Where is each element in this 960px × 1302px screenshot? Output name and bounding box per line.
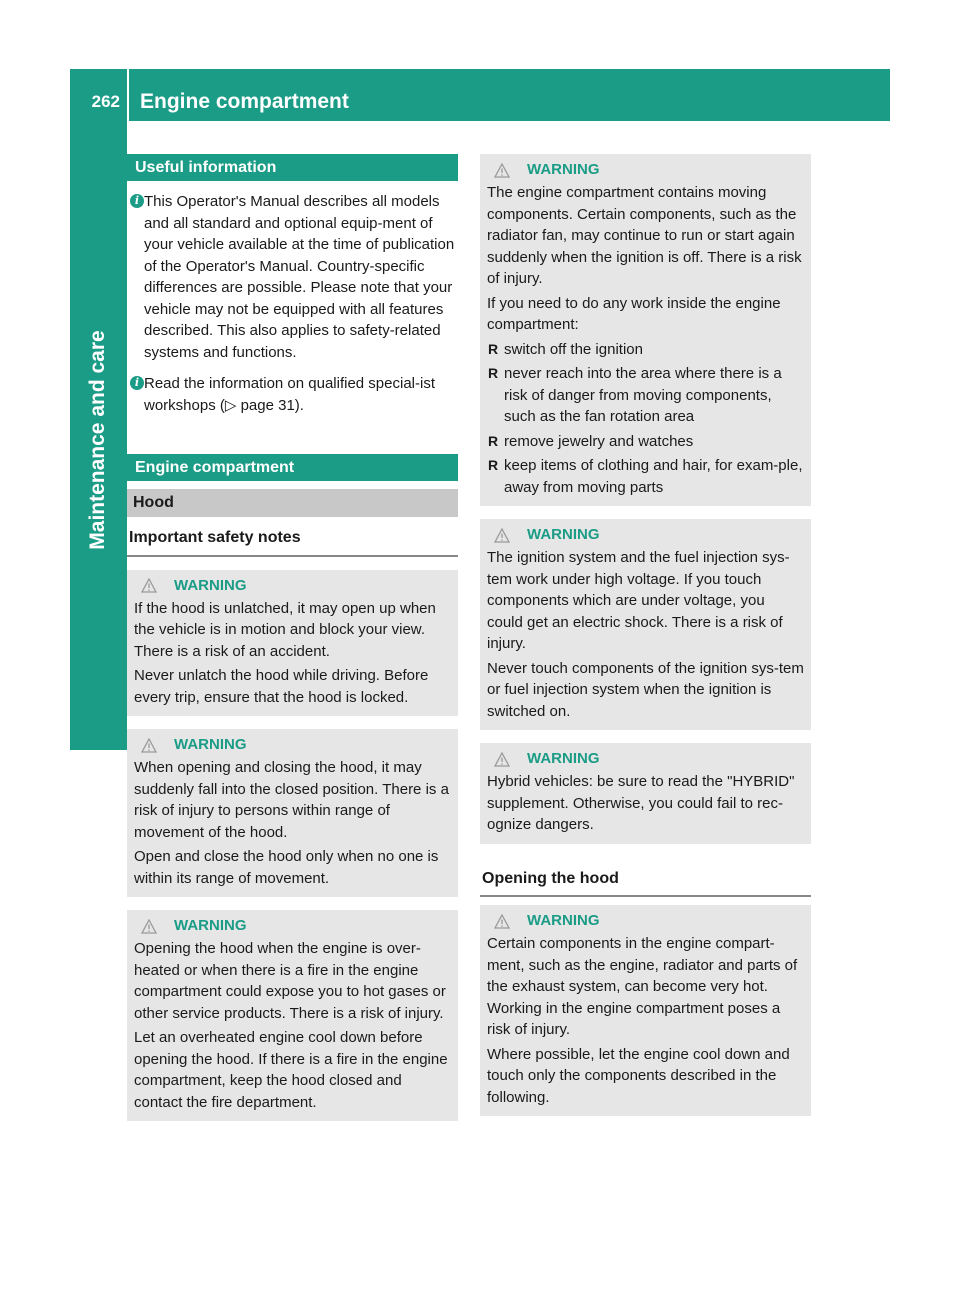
warning-triangle-icon — [141, 738, 157, 753]
warning-triangle-icon — [141, 919, 157, 934]
warning-text: Opening the hood when the engine is over-heated or when there is a fire in the engine compartment could expose you to hot gases or other service products. There is a risk of injury. — [134, 940, 446, 1022]
warning-instruction: Open and close the hood only when no one is within its range of movement. — [134, 848, 439, 887]
warning-triangle-icon — [494, 528, 510, 543]
opening-heading-text: Opening the hood — [482, 869, 619, 887]
warning-title — [487, 524, 804, 546]
warning-label: WARNING — [174, 736, 247, 754]
warning-box-5 — [480, 519, 811, 730]
warning-instruction: If you need to do any work inside the engine compartment: — [487, 294, 781, 333]
warning-title — [487, 159, 804, 181]
warning-title — [134, 734, 451, 756]
warning-text: Certain components in the engine compart-ment, such as the engine, radiator and parts of the exhaust system, can become very hot. Working in the engine compartment poses a risk of injury. — [487, 935, 798, 1038]
warning-text: The engine compartment contains moving components. Certain components, such as the radiator fan, may continue to run or start again suddenly when the ignition is off. There is a risk of injury. — [487, 184, 802, 287]
warning-label: WARNING — [527, 526, 600, 544]
chapter-tab-marker — [70, 692, 127, 750]
info-icon: i — [130, 376, 144, 390]
left-column — [127, 154, 458, 1121]
hood-heading: Hood — [127, 489, 458, 517]
important-safety-notes-heading — [127, 517, 458, 557]
warning-title — [134, 915, 451, 937]
warning-triangle-icon — [141, 578, 157, 593]
warning-instruction: Never touch components of the ignition sys-tem or fuel injection system when the ignition is switched on. — [487, 659, 804, 720]
opening-the-hood-heading — [480, 858, 811, 898]
warning-instruction: Let an overheated engine cool down before opening the hood. If there is a fire in the engine compartment, keep the hood closed and contact the fire department. — [134, 1029, 448, 1111]
warning-instruction: Where possible, let the engine cool down and touch only the components described in the following. — [487, 1045, 790, 1106]
warning-text: When opening and closing the hood, it may suddenly fall into the closed position. There is a risk of injury to persons within range of movement of the hood. — [134, 759, 449, 841]
warning-label: WARNING — [527, 161, 600, 179]
info-note-2-text: Read the information on qualified special-ist workshops (▷ page 31). — [144, 375, 435, 414]
list-item: R remove jewelry and watches — [487, 431, 804, 453]
warning-triangle-icon — [494, 752, 510, 767]
info-note-1-text: This Operator's Manual describes all models and all standard and optional equip-ment of your vehicle available at the time of publication of the Operator's Manual. Country-specific differences are possible. Please note that your vehicle may not be equipped with all features described. This also applies to safety-related systems and functions. — [144, 193, 455, 361]
chapter-tab-label: Maintenance and care — [86, 330, 109, 550]
list-item: R switch off the ignition — [487, 339, 804, 361]
warning-label: WARNING — [527, 912, 600, 930]
page-number: 262 — [91, 92, 120, 111]
warning-box-4 — [480, 154, 811, 506]
warning-box-1 — [127, 570, 458, 717]
useful-information-heading: Useful information — [127, 154, 458, 181]
warning-text: Hybrid vehicles: be sure to read the "HYBRID" supplement. Otherwise, you could fail to rec-ognize dangers. — [487, 773, 795, 833]
warning-box-7 — [480, 905, 811, 1116]
warning-bullet-list — [487, 339, 804, 499]
warning-triangle-icon — [494, 914, 510, 929]
warning-text: The ignition system and the fuel injection sys-tem work under high voltage. If you touch components which are under voltage, you could get an electric shock. There is a risk of injury. — [487, 549, 790, 652]
warning-text: If the hood is unlatched, it may open up when the vehicle is in motion and block your view. There is a risk of an accident. — [134, 599, 436, 660]
warning-box-3 — [127, 910, 458, 1121]
warning-instruction: Never unlatch the hood while driving. Before every trip, ensure that the hood is locked. — [134, 667, 429, 706]
warning-title — [487, 910, 804, 932]
info-note-2 — [127, 373, 458, 416]
warning-label: WARNING — [174, 917, 247, 935]
right-column — [480, 154, 811, 1116]
info-note-1 — [127, 191, 458, 363]
header-divider — [127, 69, 129, 121]
warning-label: WARNING — [174, 576, 247, 594]
warning-label: WARNING — [527, 750, 600, 768]
engine-compartment-heading: Engine compartment — [127, 454, 458, 481]
warning-title — [487, 748, 804, 770]
warning-triangle-icon — [494, 163, 510, 178]
warning-box-6 — [480, 743, 811, 844]
warning-title — [134, 575, 451, 597]
warning-box-2 — [127, 729, 458, 897]
page-title: Engine compartment — [140, 90, 349, 113]
safety-heading-text: Important safety notes — [129, 529, 301, 546]
info-icon: i — [130, 194, 144, 208]
list-item: R keep items of clothing and hair, for exam-ple, away from moving parts — [487, 455, 804, 498]
list-item: R never reach into the area where there is a risk of danger from moving components, such as the fan rotation area — [487, 363, 804, 428]
